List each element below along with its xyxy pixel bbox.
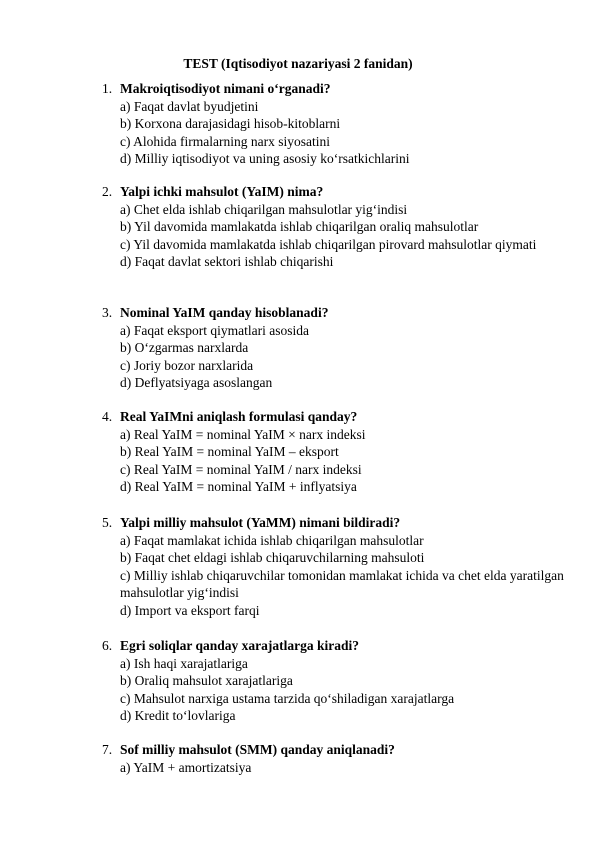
answer-options [102,655,572,725]
question-text [102,408,572,426]
question-label: Makroiqtisodiyot nimani o‘rganadi? [120,81,331,96]
answer-options [102,201,572,271]
answer-option: c) Mahsulot narxiga ustama tarzida qo‘shiladigan xarajatlarga [120,690,455,706]
question-number: 7. [102,742,113,757]
answer-option: d) Milliy iqtisodiyot va uning asosiy ko‘rsatkichlarini [120,151,410,167]
answer-option: c) Joriy bozor narxlarida [120,357,254,373]
answer-option: d) Deflyatsiyaga asoslangan [120,375,273,391]
answer-option: c) Yil davomida mamlakatda ishlab chiqarilgan pirovard mahsulotlar qiymati [120,236,537,252]
answer-option: c) Alohida firmalarning narx siyosatini [120,133,330,149]
question-label: Yalpi ichki mahsulot (YaIM) nima? [120,184,324,199]
question-number: 6. [102,638,113,653]
answer-option: c) Milliy ishlab chiqaruvchilar tomonidan mamlakat ichida va chet elda yaratilgan mahsulotlar yig‘indisi [120,567,564,601]
answer-options [102,759,572,777]
answer-option: a) YaIM + amortizatsiya [120,759,252,775]
question-7 [102,741,572,776]
question-label: Nominal YaIM qanday hisoblanadi? [120,305,329,320]
question-label: Sof milliy mahsulot (SMM) qanday aniqlanadi? [120,742,395,757]
question-1 [102,80,572,168]
question-5 [102,514,572,620]
answer-options [102,426,572,496]
question-label: Egri soliqlar qanday xarajatlarga kiradi? [120,638,360,653]
question-4 [102,408,572,496]
question-text [102,514,572,532]
question-number: 1. [102,81,113,96]
answer-options [102,98,572,168]
question-number: 4. [102,409,113,424]
question-text [102,741,572,759]
answer-option: a) Real YaIM = nominal YaIM × narx indeksi [120,426,366,442]
question-number: 5. [102,515,113,530]
question-text [102,183,572,201]
answer-option: a) Faqat mamlakat ichida ishlab chiqarilgan mahsulotlar [120,532,424,548]
question-3 [102,304,572,392]
answer-option: b) Faqat chet eldagi ishlab chiqaruvchilarning mahsuloti [120,550,425,566]
answer-options [102,322,572,392]
question-text [102,637,572,655]
answer-option: b) Real YaIM = nominal YaIM – eksport [120,444,339,460]
question-number: 2. [102,184,113,199]
answer-option: b) O‘zgarmas narxlarda [120,340,249,356]
answer-option: d) Import va eksport farqi [120,602,260,618]
question-label: Real YaIMni aniqlash formulasi qanday? [120,409,358,424]
answer-options [102,532,572,620]
answer-option: d) Kredit to‘lovlariga [120,708,236,724]
answer-option: d) Faqat davlat sektori ishlab chiqarishi [120,254,334,270]
question-2 [102,183,572,271]
answer-option: a) Chet elda ishlab chiqarilgan mahsulotlar yig‘indisi [120,201,408,217]
answer-option: a) Faqat eksport qiymatlari asosida [120,322,309,338]
page-title: TEST (Iqtisodiyot nazariyasi 2 fanidan) [183,56,413,71]
answer-option: b) Korxona darajasidagi hisob-kitoblarni [120,116,341,132]
question-6 [102,637,572,725]
question-text [102,304,572,322]
question-number: 3. [102,305,113,320]
question-label: Yalpi milliy mahsulot (YaMM) nimani bildiradi? [120,515,401,530]
answer-option: a) Faqat davlat byudjetini [120,98,259,114]
answer-option: d) Real YaIM = nominal YaIM + inflyatsiya [120,479,357,495]
question-text [102,80,572,98]
answer-option: b) Yil davomida mamlakatda ishlab chiqarilgan oraliq mahsulotlar [120,219,479,235]
answer-option: b) Oraliq mahsulot xarajatlariga [120,673,293,689]
answer-option: c) Real YaIM = nominal YaIM / narx indeksi [120,461,362,477]
answer-option: a) Ish haqi xarajatlariga [120,655,248,671]
